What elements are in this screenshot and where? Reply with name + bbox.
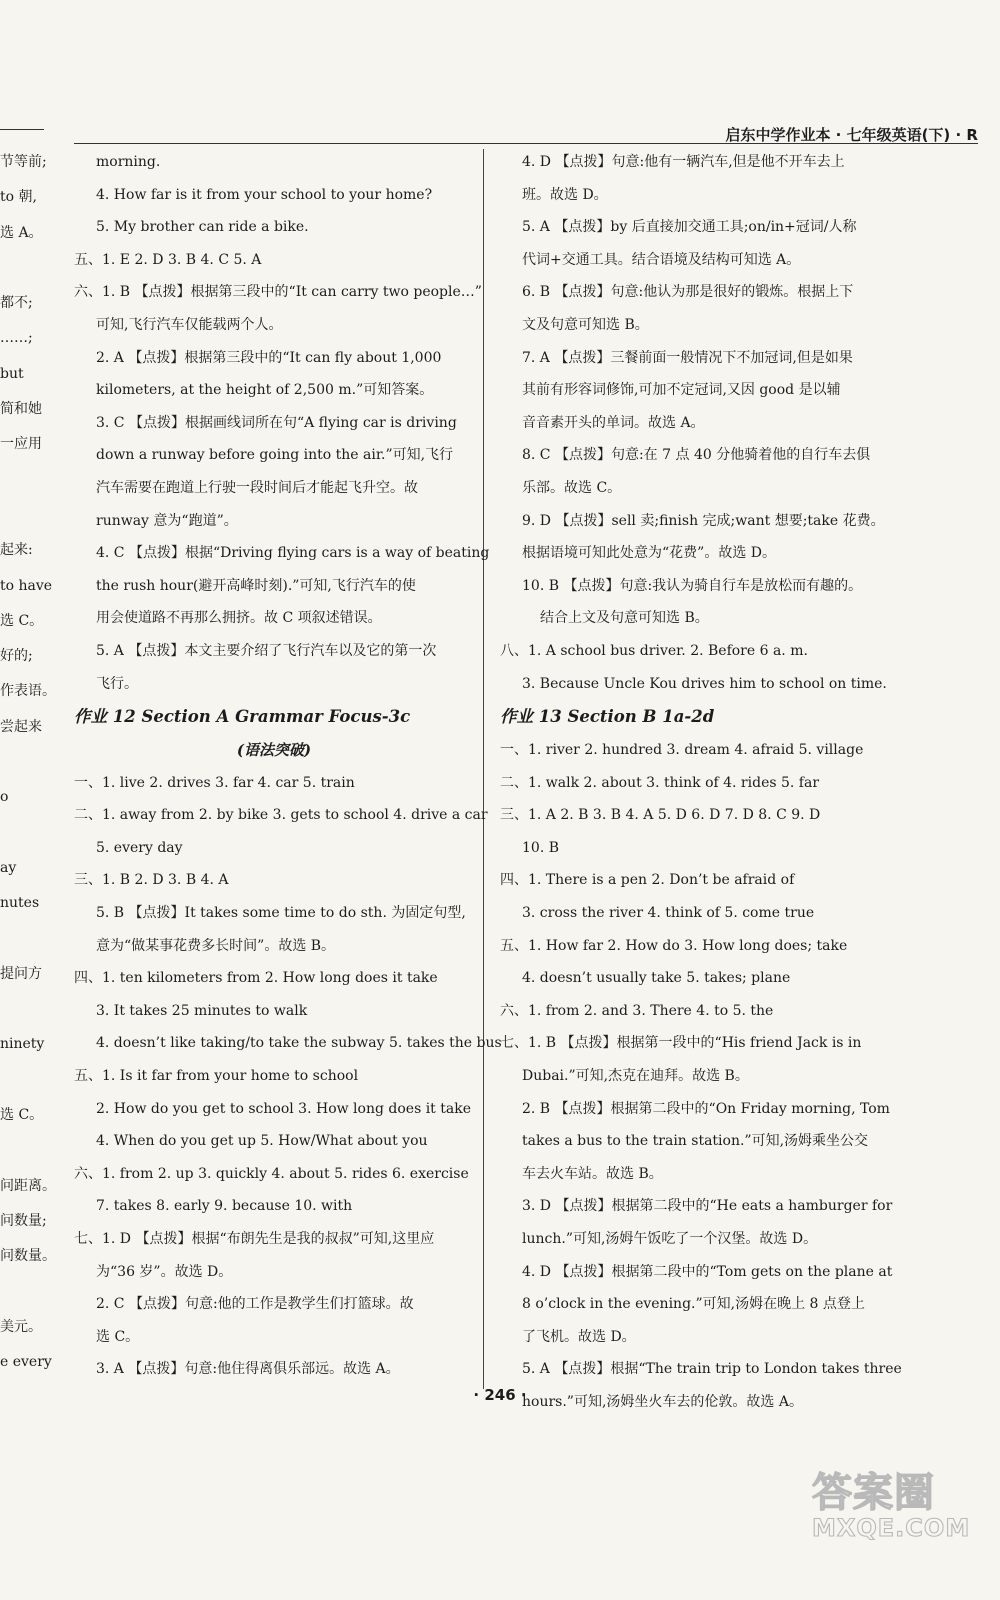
answer-line: 7. takes 8. early 9. because 10. with bbox=[96, 1198, 353, 1215]
fragment-line: 选 A。 bbox=[0, 224, 43, 241]
answer-line: 为“36 岁”。故选 D。 bbox=[96, 1263, 233, 1280]
right-column bbox=[500, 146, 902, 1419]
fragment-line: 选 C。 bbox=[0, 1107, 44, 1124]
left-column bbox=[74, 146, 502, 1386]
watermark-url: MXQE.COM bbox=[812, 1514, 971, 1542]
column-divider bbox=[483, 149, 484, 1389]
page-number: · 246 · bbox=[473, 1386, 527, 1404]
answer-line: 用会使道路不再那么拥挤。故 C 项叙述错误。 bbox=[96, 610, 382, 627]
fragment-line bbox=[0, 464, 46, 499]
answer-line: 结合上文及句意可知选 B。 bbox=[540, 610, 709, 627]
answer-line: kilometers, at the height of 2,500 m.”可知答案。 bbox=[96, 382, 434, 399]
answer-line: 汽车需要在跑道上行驶一段时间后才能起飞升空。故 bbox=[96, 479, 418, 496]
fragment-line: ninety bbox=[0, 1036, 45, 1053]
answer-line: 3. cross the river 4. think of 5. come true bbox=[522, 905, 815, 922]
answer-line: 班。故选 D。 bbox=[522, 186, 608, 203]
answer-line: 7. A 【点拨】三餐前面一般情况下不加冠词,但是如果 bbox=[522, 349, 853, 366]
header-rule bbox=[74, 143, 978, 144]
fragment-line bbox=[0, 1134, 46, 1169]
fragment-line: 作表语。 bbox=[0, 683, 56, 700]
answer-line: 七、1. D 【点拨】根据“布朗先生是我的叔叔”可知,这里应 bbox=[74, 1231, 435, 1247]
answer-line: 5. B 【点拨】It takes some time to do sth. 为固定句型, bbox=[96, 905, 466, 922]
fragment-line: ……; bbox=[0, 330, 33, 347]
answer-line: 八、1. A school bus driver. 2. Before 6 a. m. bbox=[500, 642, 808, 659]
answer-line: 五、1. Is it far from your home to school bbox=[74, 1068, 359, 1085]
answer-line: 三、1. B 2. D 3. B 4. A bbox=[74, 872, 229, 889]
answer-line: 3. D 【点拨】根据第二段中的“He eats a hamburger for bbox=[522, 1198, 893, 1215]
answer-line: 2. A 【点拨】根据第三段中的“It can fly about 1,000 bbox=[96, 349, 442, 366]
fragment-line bbox=[0, 746, 46, 781]
answer-line: 10. B 【点拨】句意:我认为骑自行车是放松而有趣的。 bbox=[522, 577, 863, 594]
answer-line: 五、1. How far 2. How do 3. How long does; take bbox=[500, 937, 848, 954]
answer-line: 一、1. river 2. hundred 3. dream 4. afraid 5. village bbox=[500, 742, 864, 759]
answer-line: 5. every day bbox=[96, 839, 183, 856]
answer-line: morning. bbox=[96, 154, 161, 170]
answer-line: 二、1. walk 2. about 3. think of 4. rides 5. far bbox=[500, 774, 820, 791]
answer-line: 5. My brother can ride a bike. bbox=[96, 219, 309, 236]
answer-line: 2. C 【点拨】句意:他的工作是教学生们打篮球。故 bbox=[96, 1296, 414, 1313]
fragment-line: 尝起来 bbox=[0, 718, 42, 735]
answer-line: 4. D 【点拨】句意:他有一辆汽车,但是他不开车去上 bbox=[522, 154, 845, 170]
answer-line: 5. A 【点拨】by 后直接加交通工具;on/in+冠词/人称 bbox=[522, 219, 857, 236]
answer-line: 4. C 【点拨】根据“Driving flying cars is a way of beating bbox=[96, 545, 490, 562]
answer-line: 3. Because Uncle Kou drives him to school on time. bbox=[522, 675, 887, 692]
fragment-line bbox=[0, 1276, 46, 1311]
answer-line: 了飞机。故选 D。 bbox=[522, 1328, 636, 1345]
answer-line: 5. A 【点拨】根据“The train trip to London takes three bbox=[522, 1361, 902, 1378]
answer-line: 六、1. B 【点拨】根据第三段中的“It can carry two people…” bbox=[74, 284, 482, 301]
fragment-line bbox=[0, 499, 46, 534]
fragment-line: 美元。 bbox=[0, 1318, 42, 1335]
answer-line: 6. B 【点拨】句意:他认为那是很好的锻炼。根据上下 bbox=[522, 284, 854, 301]
answer-line: 4. How far is it from your school to your home? bbox=[96, 186, 433, 203]
answer-line: 选 C。 bbox=[96, 1328, 140, 1345]
fragment-line: 选 C。 bbox=[0, 612, 44, 629]
fragment-line: 简和她 bbox=[0, 401, 42, 418]
fragment-line: 一应用 bbox=[0, 436, 42, 453]
answer-line: 音音素开头的单词。故选 A。 bbox=[522, 414, 705, 431]
answer-line: 5. A 【点拨】本文主要介绍了飞行汽车以及它的第一次 bbox=[96, 642, 437, 659]
answer-line: the rush hour(避开高峰时刻).”可知,飞行汽车的使 bbox=[96, 577, 416, 594]
fragment-line: but bbox=[0, 365, 24, 382]
answer-line: 五、1. E 2. D 3. B 4. C 5. A bbox=[74, 251, 262, 268]
answer-line: takes a bus to the train station.”可知,汤姆乘坐公交 bbox=[522, 1133, 869, 1150]
watermark-text: 答案圈 bbox=[812, 1470, 935, 1516]
answer-line: down a runway before going into the air.”可知,飞行 bbox=[96, 447, 454, 464]
section-12-subtitle: (语法突破) bbox=[236, 741, 312, 760]
answer-line: 根据语境可知此处意为“花费”。故选 D。 bbox=[522, 545, 776, 562]
fragment-line bbox=[0, 923, 46, 958]
answer-line: 意为“做某事花费多长时间”。故选 B。 bbox=[96, 937, 336, 954]
fragment-line bbox=[0, 1064, 46, 1099]
answer-line: 2. B 【点拨】根据第二段中的“On Friday morning, Tom bbox=[522, 1100, 890, 1117]
answer-line: 4. D 【点拨】根据第二段中的“Tom gets on the plane at bbox=[522, 1263, 893, 1280]
answer-line: 三、1. A 2. B 3. B 4. A 5. D 6. D 7. D 8. C 9. D bbox=[500, 807, 821, 824]
answer-line: 七、1. B 【点拨】根据第一段中的“His friend Jack is in bbox=[500, 1035, 862, 1052]
answer-line: 4. doesn’t usually take 5. takes; plane bbox=[522, 970, 791, 987]
answer-line: 3. A 【点拨】句意:他住得离俱乐部远。故选 A。 bbox=[96, 1361, 400, 1378]
section-12-title: 作业 12 Section A Grammar Focus-3c bbox=[74, 707, 411, 727]
fragment-line bbox=[0, 252, 46, 287]
fragment-line: to have bbox=[0, 577, 53, 594]
answer-line: 二、1. away from 2. by bike 3. gets to school 4. drive a car bbox=[74, 807, 488, 824]
answer-line: 六、1. from 2. and 3. There 4. to 5. the bbox=[500, 1002, 774, 1019]
fragment-line: e every bbox=[0, 1354, 52, 1371]
answer-line: 10. B bbox=[522, 839, 560, 856]
watermark-logo bbox=[812, 1461, 972, 1556]
answer-line: runway 意为“跑道”。 bbox=[96, 512, 238, 529]
answer-line: 3. It takes 25 minutes to walk bbox=[96, 1002, 308, 1019]
fragment-line bbox=[0, 993, 46, 1028]
answer-line: 2. How do you get to school 3. How long does it take bbox=[96, 1100, 471, 1117]
section-13-title: 作业 13 Section B 1a-2d bbox=[500, 707, 715, 727]
running-header: 启东中学作业本 · 七年级英语(下) · R bbox=[725, 126, 978, 144]
answer-line: 车去火车站。故选 B。 bbox=[522, 1165, 663, 1182]
fragment-line bbox=[0, 817, 46, 852]
fragment-line: ay bbox=[0, 859, 17, 876]
left-page-fragment bbox=[0, 146, 56, 1381]
fragment-line: 起来: bbox=[0, 542, 33, 559]
answer-line: 8 o’clock in the evening.”可知,汤姆在晚上 8 点登上 bbox=[522, 1296, 865, 1313]
answer-line: 一、1. live 2. drives 3. far 4. car 5. train bbox=[74, 774, 355, 791]
answer-line: 9. D 【点拨】sell 卖;finish 完成;want 想要;take 花费。 bbox=[522, 512, 885, 529]
answer-line: 飞行。 bbox=[96, 675, 138, 692]
answer-line: 4. doesn’t like taking/to take the subway 5. takes the bus bbox=[96, 1035, 502, 1052]
fragment-line: to 朝, bbox=[0, 189, 37, 206]
fragment-line: 问数量。 bbox=[0, 1248, 56, 1265]
answer-line: lunch.”可知,汤姆午饭吃了一个汉堡。故选 D。 bbox=[522, 1231, 818, 1247]
answer-line: hours.”可知,汤姆坐火车去的伦敦。故选 A。 bbox=[522, 1393, 803, 1410]
answer-line: 8. C 【点拨】句意:在 7 点 40 分他骑着他的自行车去俱 bbox=[522, 447, 871, 464]
left-page-header-rule bbox=[0, 129, 44, 130]
answer-line: 四、1. There is a pen 2. Don’t be afraid of bbox=[500, 872, 795, 889]
fragment-line: nutes bbox=[0, 895, 40, 912]
answer-line: 文及句意可知选 B。 bbox=[522, 316, 649, 333]
answer-line: 四、1. ten kilometers from 2. How long does it take bbox=[74, 970, 438, 987]
fragment-line: 问距离。 bbox=[0, 1177, 56, 1194]
answer-line: 其前有形容词修饰,可加不定冠词,又因 good 是以辅 bbox=[522, 382, 841, 399]
fragment-line: o bbox=[0, 789, 9, 806]
answer-line: 乐部。故选 C。 bbox=[522, 479, 622, 496]
fragment-line: 好的; bbox=[0, 648, 33, 665]
answer-line: 六、1. from 2. up 3. quickly 4. about 5. rides 6. exercise bbox=[74, 1165, 469, 1182]
fragment-line: 都不; bbox=[0, 295, 33, 312]
answer-line: Dubai.”可知,杰克在迪拜。故选 B。 bbox=[522, 1068, 749, 1085]
answer-line: 可知,飞行汽车仅能载两个人。 bbox=[96, 316, 283, 333]
answer-line: 代词+交通工具。结合语境及结构可知选 A。 bbox=[522, 251, 801, 268]
answer-line: 4. When do you get up 5. How/What about you bbox=[96, 1133, 428, 1150]
answer-line: 3. C 【点拨】根据画线词所在句“A flying car is driving bbox=[96, 414, 457, 431]
fragment-line: 问数量; bbox=[0, 1212, 47, 1229]
fragment-line: 提问方 bbox=[0, 965, 42, 982]
fragment-line: 节等前; bbox=[0, 154, 47, 170]
